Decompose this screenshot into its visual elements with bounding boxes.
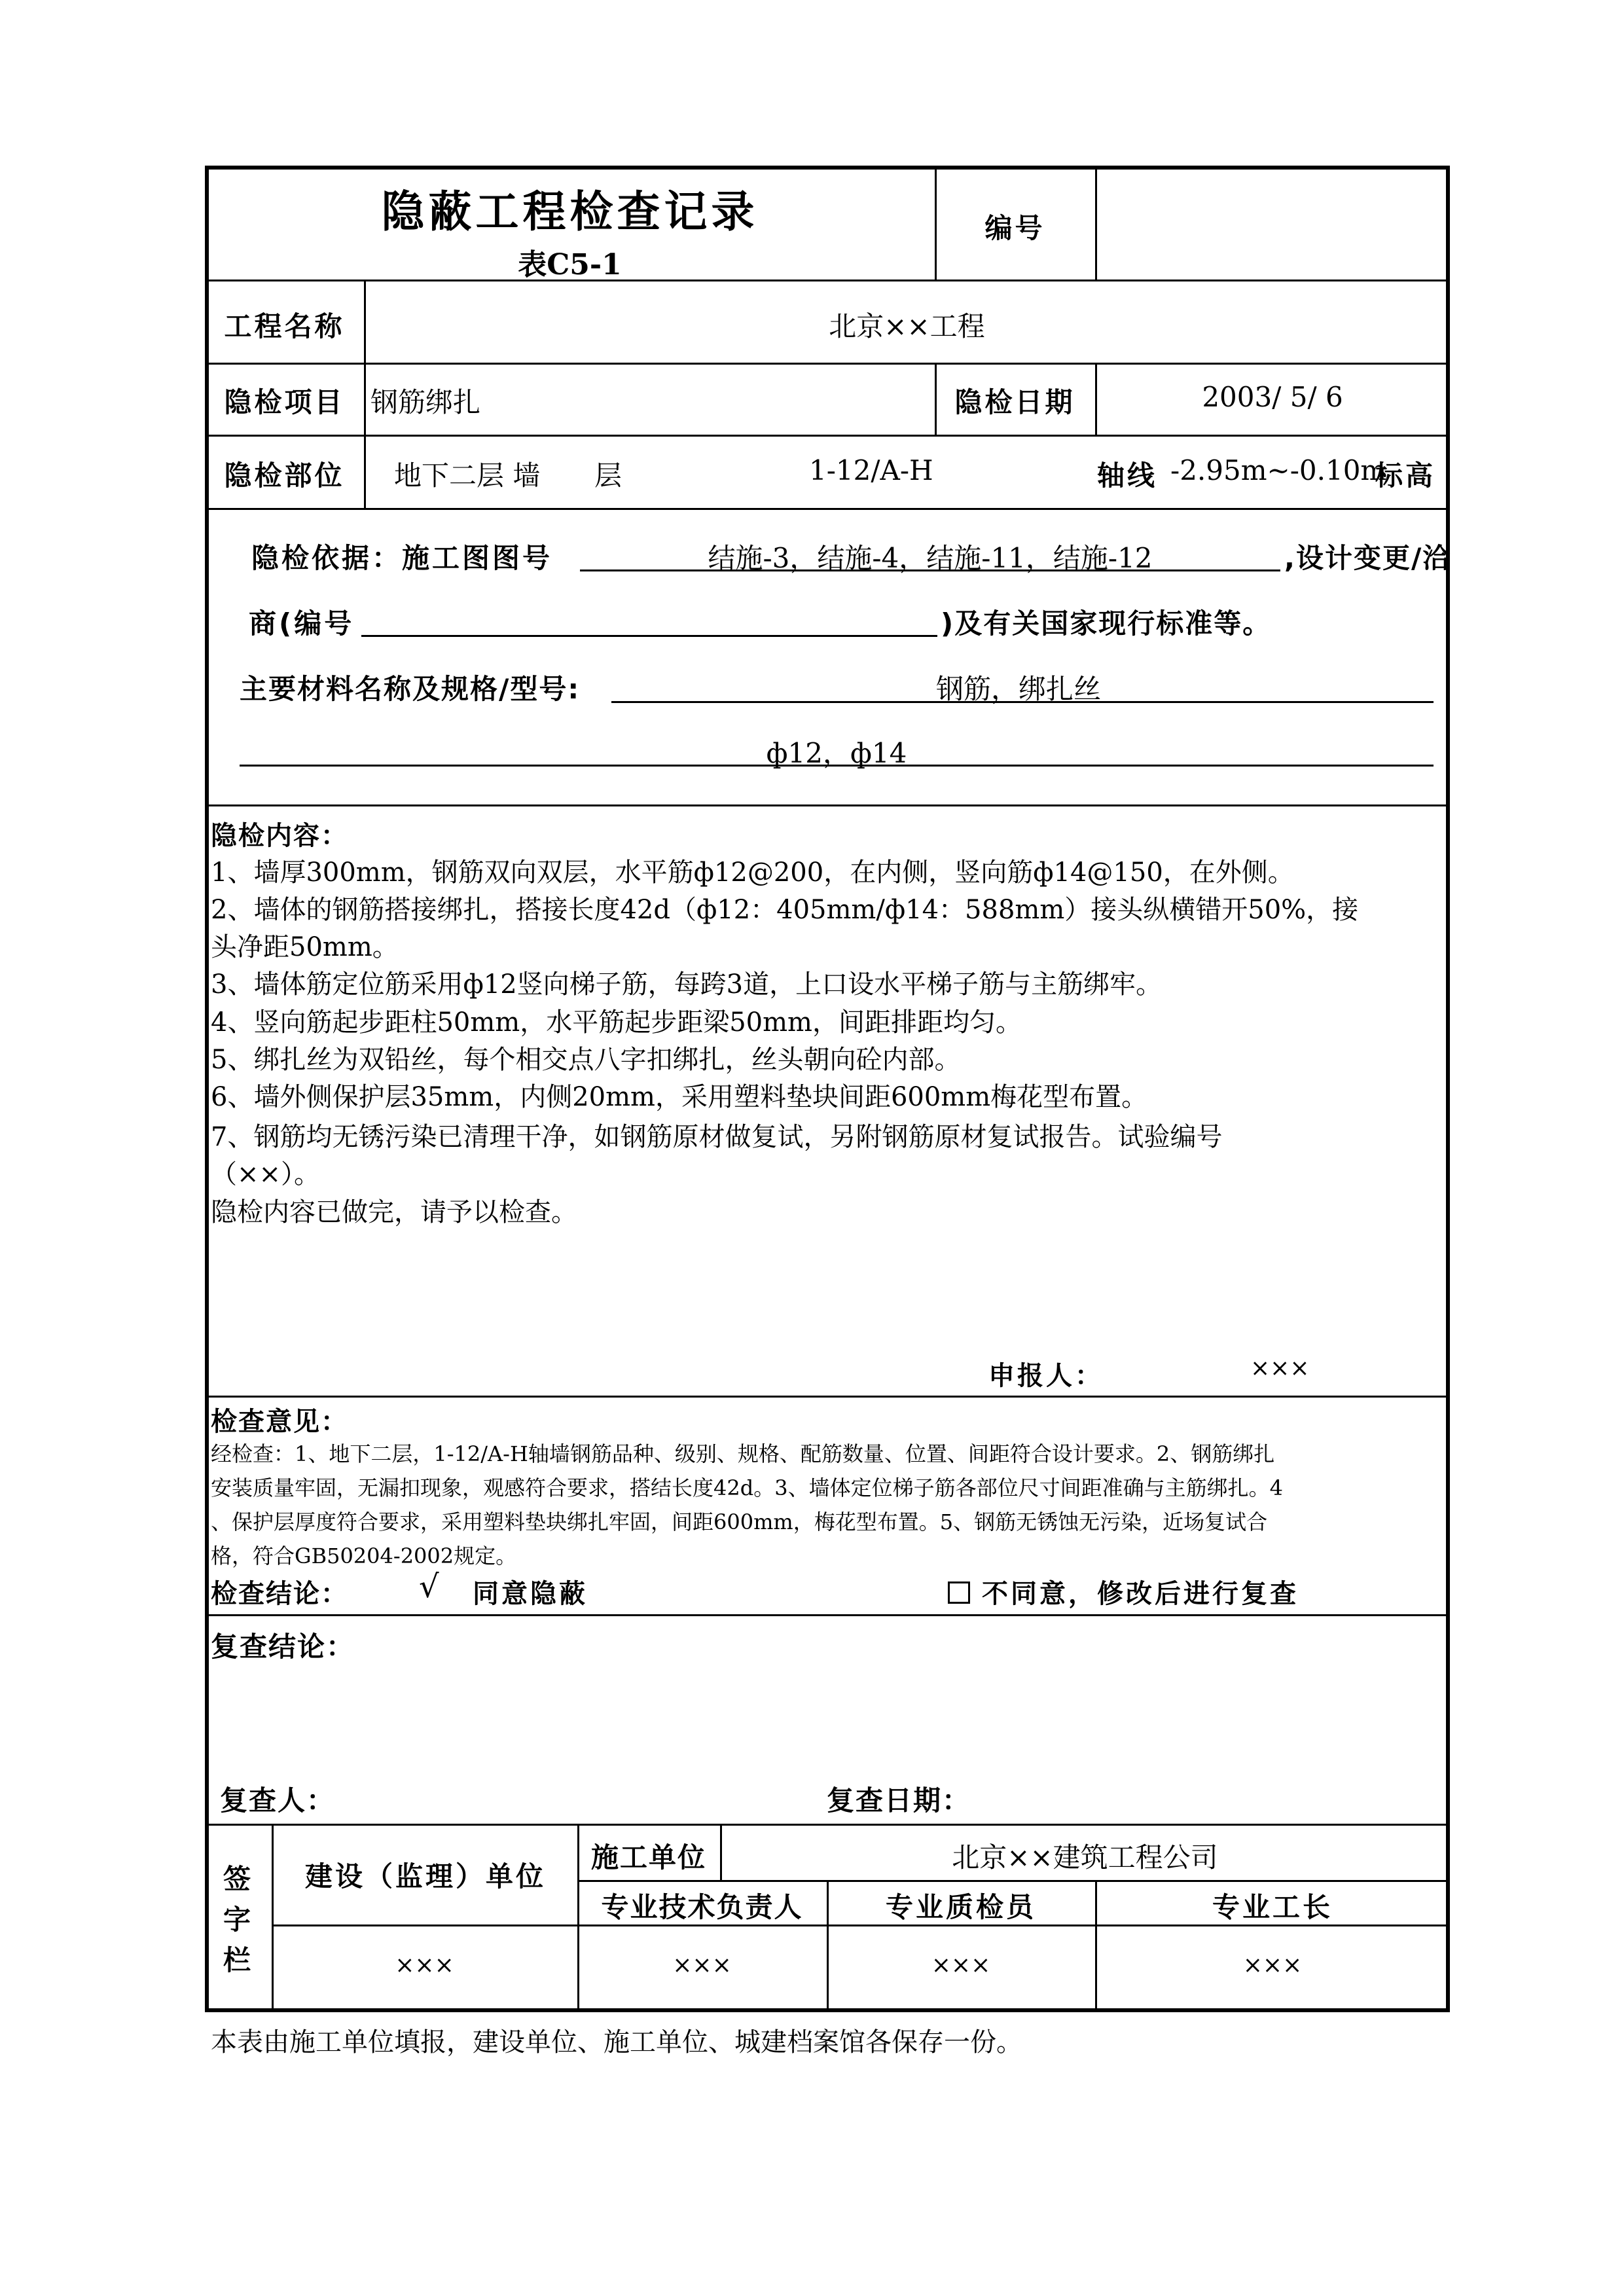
disagree-option[interactable] — [948, 1573, 1299, 1610]
agree-check-mark[interactable]: √ — [419, 1568, 439, 1605]
basis-drawings[interactable]: 结施-3，结施-4，结施-11，结施-12 — [708, 542, 1153, 574]
rule-contractor-bottom — [577, 1880, 1450, 1882]
project-name-value[interactable]: 北京××工程 — [829, 310, 985, 342]
date-label: 隐检日期 — [954, 386, 1075, 418]
content-line: （××）。 — [211, 1159, 321, 1189]
basis-prefix: 隐检依据：施工图图号 — [251, 542, 553, 574]
rule-sign-col-1 — [272, 1824, 274, 2012]
signature-column-text: 签字栏 — [223, 1863, 254, 1976]
rule-inspection-bottom — [205, 1614, 1450, 1616]
content-line: 4、竖向筋起步距柱50mm，水平筋起步距梁50mm，间距排距均匀。 — [211, 1007, 1022, 1038]
spec-value[interactable]: ф12，ф14 — [766, 737, 907, 769]
location-value-3[interactable]: 1-12/A-H — [809, 454, 933, 486]
reporter-label: 申报人： — [988, 1361, 1104, 1391]
content-line: 5、绑扎丝为双铅丝，每个相交点八字扣绑扎，丝头朝向砼内部。 — [211, 1045, 961, 1075]
owner-signature[interactable]: ××× — [395, 1952, 454, 1979]
axis-label: 轴线 — [1097, 460, 1158, 492]
owner-unit-label: 建设（监理）单位 — [304, 1860, 546, 1892]
content-line: 3、墙体筋定位筋采用ф12竖向梯子筋，每跨3道，上口设水平梯子筋与主筋绑牢。 — [211, 969, 1163, 1000]
disagree-label: 不同意，修改后进行复查 — [982, 1579, 1299, 1609]
content-heading: 隐检内容： — [211, 821, 348, 851]
content-line: 6、墙外侧保护层35mm，内侧20mm，采用塑料垫块间距600mm梅花型布置。 — [211, 1082, 1148, 1112]
footer-note: 本表由施工单位填报，建设单位、施工单位、城建档案馆各保存一份。 — [211, 2027, 1022, 2057]
qc-signature[interactable]: ××× — [931, 1952, 991, 1979]
recheck-heading: 复查结论： — [211, 1631, 355, 1663]
tech-lead-label: 专业技术负责人 — [601, 1891, 803, 1923]
rule-item-bottom — [205, 435, 1450, 437]
conclusion-label: 检查结论： — [211, 1579, 348, 1609]
contractor-unit-label: 施工单位 — [590, 1841, 706, 1873]
foreman-label: 专业工长 — [1212, 1891, 1333, 1923]
location-value-2[interactable]: 层 — [594, 460, 623, 492]
form-code: 表C5-1 — [518, 248, 622, 281]
basis-change-number-underline — [361, 635, 937, 637]
content-line: 7、钢筋均无锈污染已清理干净，如钢筋原材做复试，另附钢筋原材复试报告。试验编号 — [211, 1122, 1223, 1152]
item-label: 隐检项目 — [224, 386, 345, 418]
material-label: 主要材料名称及规格/型号: — [240, 673, 581, 705]
rule-header-divider-2 — [1095, 166, 1097, 280]
content-line: 隐检内容已做完，请予以检查。 — [211, 1197, 577, 1227]
agree-label: 同意隐蔽 — [473, 1579, 588, 1609]
content-line: 2、墙体的钢筋搭接绑扎，搭接长度42d（ф12：405mm/ф14：588mm）接头纵横错开50%，接 — [211, 895, 1359, 925]
project-name-label: 工程名称 — [224, 310, 345, 342]
rule-location-bottom — [205, 508, 1450, 510]
form-title: 隐蔽工程检查记录 — [381, 187, 759, 237]
elevation-label: 标高 — [1375, 460, 1436, 492]
inspection-line: 格，符合GB50204-2002规定。 — [211, 1544, 517, 1568]
basis-line2-prefix: 商(编号 — [249, 607, 355, 640]
inspection-line: 、保护层厚度符合要求，采用塑料垫块绑扎牢固，间距600mm，梅花型布置。5、钢筋无锈蚀无污染，近场复试合 — [211, 1509, 1268, 1534]
inspection-line: 经检查：1、地下二层，1-12/A-H轴墙钢筋品种、级别、规格、配筋数量、位置、间距符合设计要求。2、钢筋绑扎 — [211, 1441, 1275, 1466]
location-label: 隐检部位 — [224, 460, 345, 492]
inspection-heading: 检查意见： — [211, 1407, 348, 1437]
rule-recheck-bottom — [205, 1824, 1450, 1826]
material-value[interactable]: 钢筋，绑扎丝 — [936, 673, 1102, 705]
rule-basis-bottom — [205, 804, 1450, 806]
disagree-checkbox[interactable] — [948, 1581, 970, 1604]
rule-content-bottom — [205, 1396, 1450, 1398]
content-line: 1、墙厚300mm，钢筋双向双层，水平筋ф12@200，在内侧，竖向筋ф14@150，在外侧。 — [211, 858, 1294, 888]
reporter-value[interactable]: ××× — [1250, 1355, 1310, 1382]
number-label: 编号 — [984, 212, 1045, 244]
item-value[interactable]: 钢筋绑扎 — [370, 386, 481, 418]
rule-name-bottom — [205, 363, 1450, 365]
foreman-signature[interactable]: ××× — [1242, 1952, 1303, 1979]
recheck-person-label: 复查人： — [220, 1784, 336, 1816]
tech-lead-signature[interactable]: ××× — [672, 1952, 732, 1979]
date-value[interactable]: 2003/ 5/ 6 — [1202, 381, 1343, 413]
location-value-1[interactable]: 地下二层 墙 — [394, 460, 541, 492]
content-line: 头净距50mm。 — [211, 932, 399, 962]
inspection-line: 安装质量牢固，无漏扣现象，观感符合要求，搭结长度42d。3、墙体定位梯子筋各部位尺寸间距准确与主筋绑扎。4 — [211, 1475, 1283, 1500]
signature-column-label — [205, 1859, 272, 1981]
contractor-unit-value[interactable]: 北京××建筑工程公司 — [952, 1841, 1218, 1873]
qc-label: 专业质检员 — [885, 1891, 1036, 1923]
basis-line2-suffix: )及有关国家现行标准等。 — [941, 607, 1272, 640]
elevation-value[interactable]: -2.95m~-0.10m — [1170, 454, 1387, 486]
recheck-date-label: 复查日期： — [827, 1784, 971, 1816]
basis-change-label: ,设计变更/洽 — [1284, 542, 1452, 574]
